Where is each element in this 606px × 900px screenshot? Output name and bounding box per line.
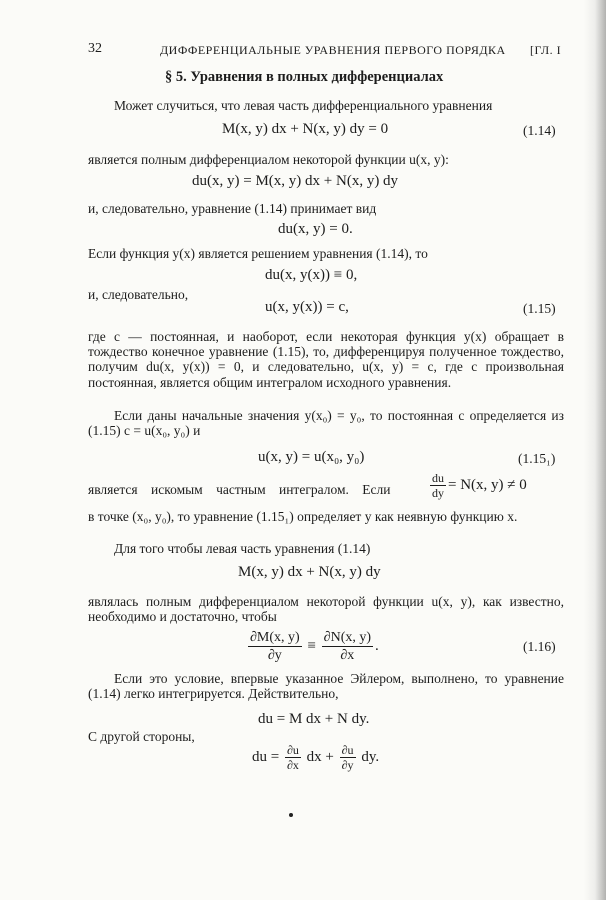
condition-equation: [428, 472, 527, 499]
paragraph: является полным дифференциалом некоторой функции u(x, y):: [88, 152, 449, 167]
paragraph: Если функция y(x) является решением уравнения (1.14), то: [88, 246, 428, 261]
paragraph: и, следовательно, уравнение (1.14) принимает вид: [88, 201, 377, 216]
denominator: ∂x: [340, 648, 355, 663]
fraction: [322, 630, 373, 663]
equation-1-16: [246, 630, 379, 663]
page-edge-shadow: [584, 0, 606, 900]
equation-number: (1.15): [523, 301, 556, 316]
paragraph: [88, 408, 564, 438]
equation-lhs: du =: [252, 748, 280, 765]
paragraph: С другой стороны,: [88, 729, 195, 744]
fraction: [340, 744, 356, 771]
numerator: ∂u: [286, 743, 299, 757]
fraction: [430, 472, 446, 499]
denominator: ∂x: [286, 758, 299, 772]
equation-1-14: M(x, y) dx + N(x, y) dy = 0: [222, 121, 389, 137]
paragraph: в точке (x₀, y₀), то уравнение (1.15₁) определяет y как неявную функцию x.: [88, 509, 518, 524]
running-title: ДИФФЕРЕНЦИАЛЬНЫЕ УРАВНЕНИЯ ПЕРВОГО ПОРЯДКА: [160, 43, 506, 57]
paragraph-text: Для того чтобы левая часть уравнения (1.14): [114, 541, 371, 556]
period: .: [375, 637, 379, 654]
equation: du(x, y) = M(x, y) dx + N(x, y) dy: [192, 173, 399, 189]
numerator: ∂u: [341, 743, 354, 757]
equation-rhs: = N(x, y) ≠ 0: [448, 476, 527, 493]
identity-sign: ≡: [307, 637, 316, 654]
paragraph-text: Может случиться, что левая часть дифференциального уравнения: [114, 98, 493, 113]
paragraph: являлась полным дифференциалом некоторой функции u(x, y), как известно, необходимо и достаточно, чтобы: [88, 594, 564, 625]
numerator: ∂N(x, y): [323, 630, 372, 645]
page-number: 32: [88, 41, 102, 56]
equation-mid: dx +: [306, 748, 334, 765]
paragraph-text: Если даны начальные значения y(x₀) = y₀, то постоянная c определяется из (1.15) c = u(x₀, y₀) и: [88, 408, 564, 439]
paragraph: [88, 671, 564, 701]
equation-end: dy.: [361, 748, 380, 765]
equation-number: (1.16): [523, 639, 556, 654]
denominator: dy: [432, 486, 444, 500]
equation-1-15: u(x, y(x)) = c,: [265, 299, 349, 315]
fraction: [285, 744, 301, 771]
paragraph: где c — постоянная, и наоборот, если некоторая функция y(x) обращает в тождество конечное уравнение (1.15), то, дифференцируя полученное тождество, получим du(x, y(x)) = 0, и следовательно, u(x, y) = c, где c произвольная постоянная, является общим интегралом исходного уравнения.: [88, 329, 564, 390]
equation: du(x, y) = 0.: [278, 221, 353, 237]
denominator: ∂y: [267, 648, 282, 663]
fraction: [248, 630, 302, 663]
paragraph: [88, 541, 564, 556]
paragraph: [88, 98, 564, 113]
section-title: § 5. Уравнения в полных дифференциалах: [165, 69, 444, 85]
denominator: ∂y: [341, 758, 354, 772]
equation-1-15-1: u(x, y) = u(x₀, y₀): [258, 449, 365, 465]
equation: M(x, y) dx + N(x, y) dy: [238, 564, 381, 580]
paragraph-text: Если это условие, впервые указанное Эйлером, выполнено, то уравнение (1.14) легко интегрируется. Действительно,: [88, 671, 564, 702]
numerator: du: [432, 471, 444, 485]
paragraph: и, следовательно,: [88, 287, 189, 302]
chapter-label: [ГЛ. I: [530, 43, 562, 57]
equation: [252, 744, 379, 771]
equation: du = M dx + N dy.: [258, 711, 370, 727]
numerator: ∂M(x, y): [250, 630, 300, 645]
ink-speck: [289, 813, 293, 817]
paragraph-line: является искомым частным интегралом. Если: [88, 482, 391, 497]
equation: du(x, y(x)) ≡ 0,: [265, 267, 358, 283]
equation-number: (1.14): [523, 123, 556, 138]
equation-number: (1.15₁): [518, 451, 556, 466]
